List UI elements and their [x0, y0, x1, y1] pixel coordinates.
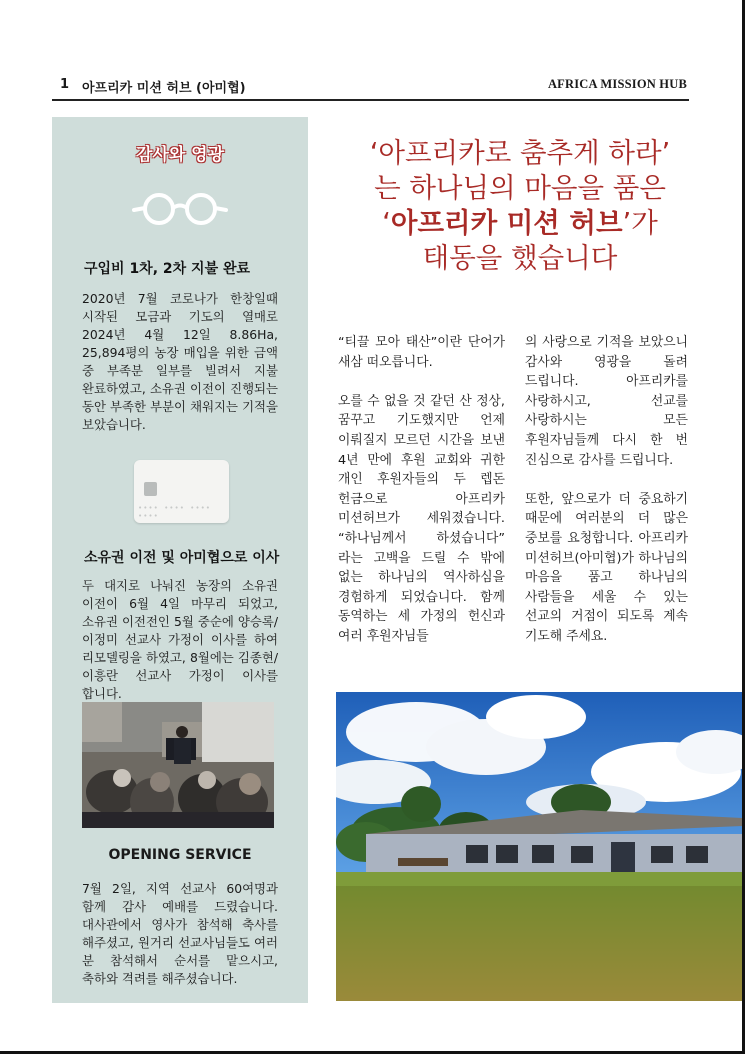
header-divider	[52, 99, 689, 101]
article-right-column	[525, 333, 688, 666]
article-left-column	[338, 333, 505, 666]
headline-quote-open: ‘	[382, 207, 391, 239]
headline-line-3	[320, 206, 720, 241]
sidebar-title: 감사와 영광	[135, 145, 225, 165]
section-heading-ownership: 소유권 이전 및 아미협으로 이사	[84, 550, 280, 566]
headline	[320, 136, 720, 276]
page-number: 1	[60, 77, 70, 92]
header-title: 아프리카 미션 허브 (아미협)	[82, 81, 246, 96]
headline-line-4: 태동을 했습니다	[422, 242, 618, 274]
section-body-opening-service: 7월 2일, 지역 선교사 60여명과 함께 감사 예배를 드렸습니다. 대사관에서 영사가 참석해 축사를 해주셨고, 원거리 선교사님들도 여러 분 참석해서 순서를 맡으시고, 축하와 격려를 해주셨습니다.	[82, 881, 278, 986]
headline-line-2: 는 하나님의 마음을 품은	[374, 172, 666, 204]
headline-quote-close: ’가	[622, 207, 658, 239]
opening-service-photo	[82, 702, 274, 828]
credit-card-icon	[134, 460, 229, 523]
article-paragraph: 오를 수 없을 것 같던 산 정상, 꿈꾸고 기도했지만 언제 이뤄질지 모르던 시간을 보낸 4년 만에 후원 교회와 귀한 개인 후원자들의 두 렙돈 헌금으로 아프리카 미션허브가 세워졌습니다. “하나님께서 하셨습니다” 라는 고백을 드릴 수 밖에 없는 하나님의 역사하심을 경험하게 되었습니다. 함께 동역하는 세 가정의 헌신과 여러 후원자님들	[338, 393, 505, 644]
mission-hub-building-photo	[336, 692, 742, 1001]
article-paragraph: 의 사랑으로 기적을 보았으니 감사와 영광을 돌려 드립니다. 아프리카를 사랑하시고, 선교를 사랑하시는 모든 후원자님들께 다시 한 번 진심으로 감사를 드립니다.	[525, 335, 688, 468]
headline-line-1: ‘아프리카로 춤추게 하라’	[369, 137, 671, 169]
section-heading-payment: 구입비 1차, 2차 지불 완료	[84, 261, 251, 277]
glasses-icon	[132, 189, 228, 229]
article-paragraph: “티끌 모아 태산”이란 단어가 새삼 떠오릅니다.	[338, 335, 505, 370]
section-heading-opening-service: OPENING SERVICE	[108, 847, 252, 863]
headline-emphasis: 아프리카 미션 허브	[390, 207, 623, 239]
card-number-decoration: •••• •••• •••• ••••	[138, 504, 212, 520]
article-paragraph: 또한, 앞으로가 더 중요하기 때문에 여러분의 더 많은 중보를 요청합니다. 아프리카 미션허브(아미협)가 하나님의 마음을 품고 하나님의 사람들을 세울 수 있는 선교의 거점이 되도록 계속 기도해 주세요.	[525, 491, 688, 644]
card-chip	[144, 482, 157, 496]
header-brand: AFRICA MISSION HUB	[547, 77, 687, 91]
section-body-ownership: 두 대지로 나눠진 농장의 소유권 이전이 6월 4일 마무리 되었고, 소유권 이전전인 5월 중순에 양승록/이정미 선교사 가정이 이사를 하여 리모델링을 하였고, 8월에는 김종현/이흥란 선교사 가정이 이사를 합니다.	[82, 578, 278, 701]
section-body-payment: 2020년 7월 코로나가 한창일때 시작된 모금과 기도의 열매로 2024년 4월 12일 8.86Ha, 25,894평의 농장 매입을 위한 금액 중 부족분 일부를 빌려서 지불 완료하였고, 소유권 이전이 진행되는 동안 부족한 부분이 채워지는 기적을 보았습니다.	[82, 291, 278, 432]
